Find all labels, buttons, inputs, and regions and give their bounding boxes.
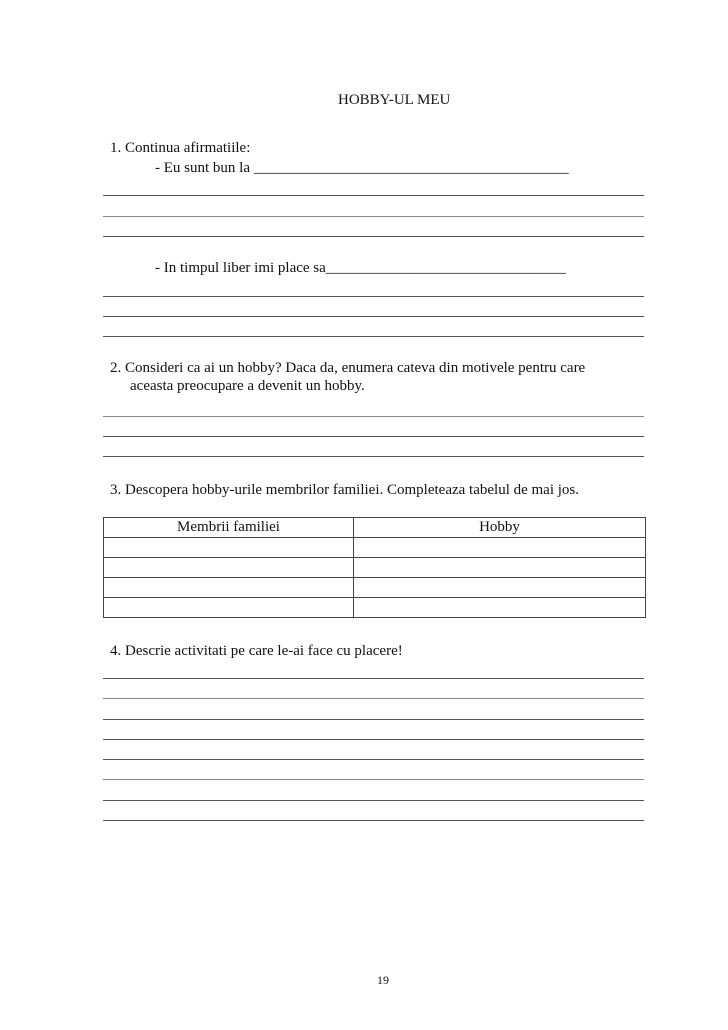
table-row <box>104 538 646 558</box>
answer-line[interactable] <box>103 800 644 801</box>
question-2-line-2: aceasta preocupare a devenit un hobby. <box>130 378 365 394</box>
answer-line[interactable] <box>103 296 644 297</box>
answer-line[interactable] <box>103 416 644 417</box>
question-1-prompt: 1. Continua afirmatiile: <box>110 140 251 156</box>
answer-line[interactable] <box>103 456 644 457</box>
column-header-hobby: Hobby <box>354 518 646 538</box>
page-title: HOBBY-UL MEU <box>338 92 451 108</box>
answer-line[interactable] <box>103 698 644 699</box>
answer-line[interactable] <box>103 336 644 337</box>
table-cell[interactable] <box>104 598 354 618</box>
answer-line[interactable] <box>103 820 644 821</box>
table-cell[interactable] <box>354 538 646 558</box>
table-cell[interactable] <box>354 558 646 578</box>
question-1-item-good-at: - Eu sunt bun la __________________________________________ <box>155 160 569 176</box>
question-4-prompt: 4. Descrie activitati pe care le-ai face cu placere! <box>110 643 403 659</box>
table-row <box>104 598 646 618</box>
answer-line[interactable] <box>103 195 644 196</box>
column-header-family-members: Membrii familiei <box>104 518 354 538</box>
question-2-line-1: 2. Consideri ca ai un hobby? Daca da, enumera cateva din motivele pentru care <box>110 360 586 376</box>
answer-line[interactable] <box>103 719 644 720</box>
table-cell[interactable] <box>354 598 646 618</box>
table-cell[interactable] <box>104 538 354 558</box>
answer-line[interactable] <box>103 779 644 780</box>
answer-line[interactable] <box>103 216 644 217</box>
family-hobby-table <box>103 517 646 618</box>
answer-line[interactable] <box>103 436 644 437</box>
table-header-row <box>104 518 646 538</box>
question-1-item-free-time: - In timpul liber imi place sa________________________________ <box>155 260 566 276</box>
page-number: 19 <box>377 973 389 987</box>
table-row <box>104 578 646 598</box>
table-cell[interactable] <box>354 578 646 598</box>
question-3-prompt: 3. Descopera hobby-urile membrilor familiei. Completeaza tabelul de mai jos. <box>110 482 580 498</box>
answer-line[interactable] <box>103 236 644 237</box>
answer-line[interactable] <box>103 739 644 740</box>
answer-line[interactable] <box>103 759 644 760</box>
table-row <box>104 558 646 578</box>
answer-line[interactable] <box>103 316 644 317</box>
table-cell[interactable] <box>104 578 354 598</box>
table-cell[interactable] <box>104 558 354 578</box>
answer-line[interactable] <box>103 678 644 679</box>
